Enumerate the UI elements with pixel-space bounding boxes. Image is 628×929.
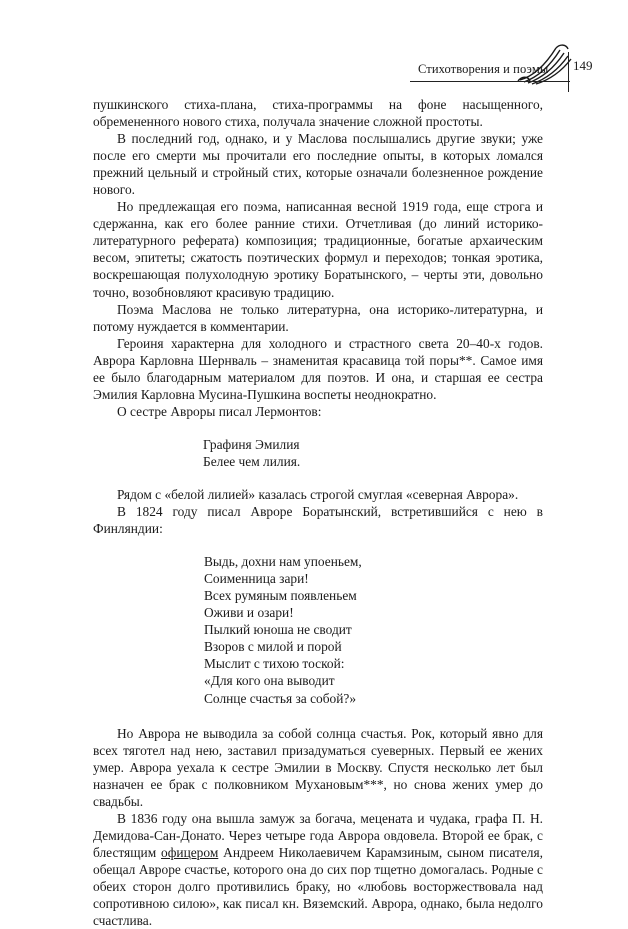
paragraph: Рядом с «белой лилией» казалась строгой смуглая «северная Аврора».	[117, 486, 519, 502]
verse-line: Соименница зари!	[204, 571, 309, 587]
verse-line: Выдь, дохни нам упоеньем,	[204, 554, 362, 570]
paragraph: О сестре Авроры писал Лермонтов:	[117, 403, 322, 419]
paragraph: пушкинского стиха-плана, стиха-программы на фоне насыщенного, обремененного нового стиха, получала значение сложной простоты.	[93, 97, 543, 130]
paragraph: В последний год, однако, и у Маслова послышались другие звуки; уже после его смерти мы прочитали его последние опыты, в которых ломался прежний цельный и стройный стих, которые означали болезненное рождение нового.	[93, 131, 543, 198]
running-header-title: Стихотворения и поэмы	[418, 62, 549, 76]
paragraph: Героиня характерна для холодного и страстного света 20–40-х годов. Аврора Карловна Шернваль – знаменитая красавица той поры**. Самое имя ее было благодарным материалом для поэтов. И она, и старшая ее сестра Эмилия Карловна Мусина-Пушкина воспеты неоднократно.	[93, 335, 543, 402]
verse-quote-lermontov	[93, 436, 543, 470]
verse-line: Оживи и озари!	[204, 605, 294, 621]
header-rule	[410, 81, 570, 82]
header-vertical-rule	[568, 52, 569, 92]
paragraph: Поэма Маслова не только литературна, она историко-литературна, и потому нуждается в комментарии.	[93, 301, 543, 334]
verse-line: Взоров с милой и порой	[204, 639, 342, 655]
verse-line: Белее чем лилия.	[203, 453, 301, 469]
paragraph: Но Аврора не выводила за собой солнца счастья. Рок, который явно для всех тяготел над нею, заставил призадуматься суеверных. Первый ее жених умер. Аврора уехала к сестре Эмилии в Москву. Спустя несколько лет был назначен ее брак с полковником Мухановым***, но снова жених умер до свадьбы.	[93, 725, 543, 809]
paragraph: В 1824 году писал Авроре Боратынский, встретившийся с нею в Финляндии:	[93, 504, 543, 537]
page-number: 149	[573, 58, 593, 73]
verse-line: Пылкий юноша не сводит	[204, 622, 352, 638]
paragraph-text: В 1836 году она вышла замуж за богача, мецената и чудака, графа П. Н. Демидова-Сан-Донато. Через четыре года Аврора овдовела. Второй ее брак, с блестящим	[93, 810, 543, 860]
underlined-word: офицером	[161, 844, 219, 860]
verse-line: Всех румяным появленьем	[204, 588, 357, 604]
verse-line: Графиня Эмилия	[203, 436, 300, 452]
paragraph-last	[93, 810, 543, 929]
verse-quote-boratynsky	[93, 553, 543, 706]
verse-line: «Для кого она выводит	[204, 673, 335, 689]
paragraph: Но предлежащая его поэма, написанная весной 1919 года, еще строга и сдержанна, как его более ранние стихи. Отчетливая (до линий историко-литературного реферата) композиция; традиционные, богатые архаическим весом, эпитеты; сжатость поэтических формул и переходов; тонкая эротика, воскрешающая полухолодную эротику Боратынского, – черты эти, довольно точно, возобновляют красивую традицию.	[93, 199, 543, 300]
verse-line: Мыслит с тихою тоской:	[204, 656, 345, 672]
paragraph-text: Андреем Николаевичем Карамзиным, сыном писателя, обещал Авроре счастье, которого она до сих пор тщетно домогалась. Родные с обеих сторон долго противились браку, но «любовь восторжествовала над сопротивною силою», как писал кн. Вяземский. Аврора, однако, была недолго счастлива.	[93, 844, 543, 929]
verse-line: Солнце счастья за собой?»	[204, 690, 357, 706]
page-body	[93, 96, 543, 929]
